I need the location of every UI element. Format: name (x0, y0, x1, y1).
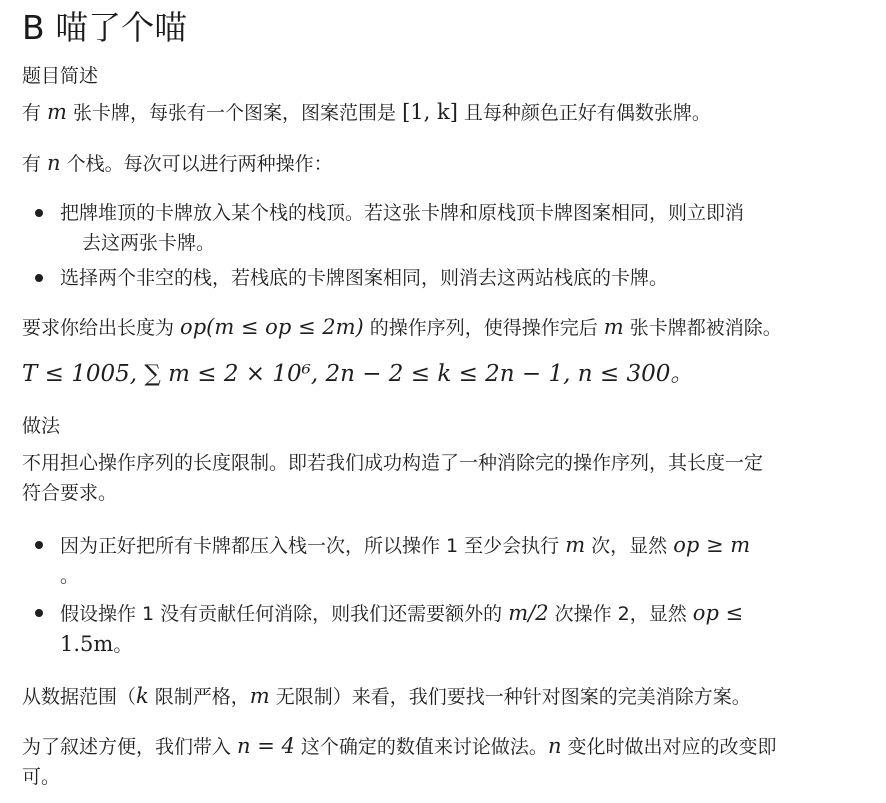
list-item-lower-bound (60, 530, 750, 591)
text: 次操作 2，显然 (548, 603, 693, 625)
text: 假设操作 1 没有贡献任何消除，则我们还需要额外的 (60, 603, 509, 625)
bullet-dot (35, 274, 43, 282)
text: 张卡牌都被消除。 (623, 317, 782, 339)
math-half-m: m/2 (508, 601, 549, 625)
math-inequality: op ≤ (692, 601, 744, 625)
section-heading-summary: 题目简述 (22, 65, 99, 87)
math-k: k (136, 684, 149, 708)
page-title: B 喵了个喵 (22, 8, 188, 47)
list-item-text: 把牌堆顶的卡牌放入某个栈的栈顶。若这张卡牌和原栈顶卡牌图案相同，则立即消 (60, 202, 745, 224)
text-line: 不用担心操作序列的长度限制。即若我们成功构造了一种消除完的操作序列，其长度一定 (22, 452, 764, 474)
text: 个栈。每次可以进行两种操作： (60, 153, 333, 175)
section-heading-method: 做法 (22, 415, 61, 437)
text: 次，显然 (585, 535, 674, 557)
text-line: 符合要求。 (22, 482, 118, 504)
text: 从数据范围（ (22, 686, 137, 708)
paragraph-example (22, 731, 777, 792)
paragraph-cards (22, 97, 711, 128)
text: 限制严格， (148, 686, 250, 708)
text: 变化时做出对应的改变即 (561, 736, 777, 758)
list-item-operation-1 (60, 198, 744, 258)
math-n: n (547, 734, 562, 758)
list-item-text: 选择两个非空的栈，若栈底的卡牌图案相同，则消去这两站栈底的卡牌。 (60, 267, 669, 289)
bullet-dot (35, 609, 43, 617)
text: 。 (113, 634, 133, 656)
text: 的操作序列，使得操作完后 (363, 317, 604, 339)
text-line: 。 (60, 565, 80, 587)
text: 有 (22, 153, 48, 175)
paragraph-requirement (22, 312, 782, 343)
text: 为了叙述方便，我们带入 (22, 736, 238, 758)
text: 张卡牌，每张有一个图案，图案范围是 (66, 102, 403, 124)
math-constraints: T ≤ 1005, ∑ m ≤ 2 × 10⁶, 2n − 2 ≤ k ≤ 2n − 1, n ≤ 300。 (22, 361, 694, 387)
bullet-dot (35, 541, 43, 549)
bullet-dot (35, 209, 43, 217)
text: 这个确定的数值来讨论做法。 (294, 736, 548, 758)
paragraph-stacks (22, 148, 333, 179)
list-item-text: 去这两张卡牌。 (82, 232, 216, 254)
text-line: 可。 (22, 766, 61, 788)
list-item-operation-2 (60, 263, 668, 293)
math-op-range: op(m ≤ op ≤ 2m) (180, 315, 364, 339)
text: 因为正好把所有卡牌都压入栈一次，所以操作 1 至少会执行 (60, 535, 566, 557)
list-item-upper-bound (60, 598, 743, 660)
text: 要求你给出长度为 (22, 317, 181, 339)
math-inequality: op ≥ m (673, 533, 751, 557)
math-bound: 1.5m (60, 632, 114, 656)
math-range: [1, k] (402, 100, 458, 124)
math-m: m (47, 100, 67, 124)
text: 有 (22, 102, 48, 124)
math-m: m (603, 315, 624, 339)
math-m: m (565, 533, 586, 557)
paragraph-length (22, 448, 763, 508)
math-m: m (249, 684, 270, 708)
text: 无限制）来看，我们要找一种针对图案的完美消除方案。 (269, 686, 751, 708)
text: 且每种颜色正好有偶数张牌。 (457, 102, 711, 124)
constraints-formula (22, 359, 693, 390)
math-n: n (47, 151, 61, 175)
math-n-equals: n = 4 (237, 734, 295, 758)
paragraph-data-range (22, 681, 751, 712)
